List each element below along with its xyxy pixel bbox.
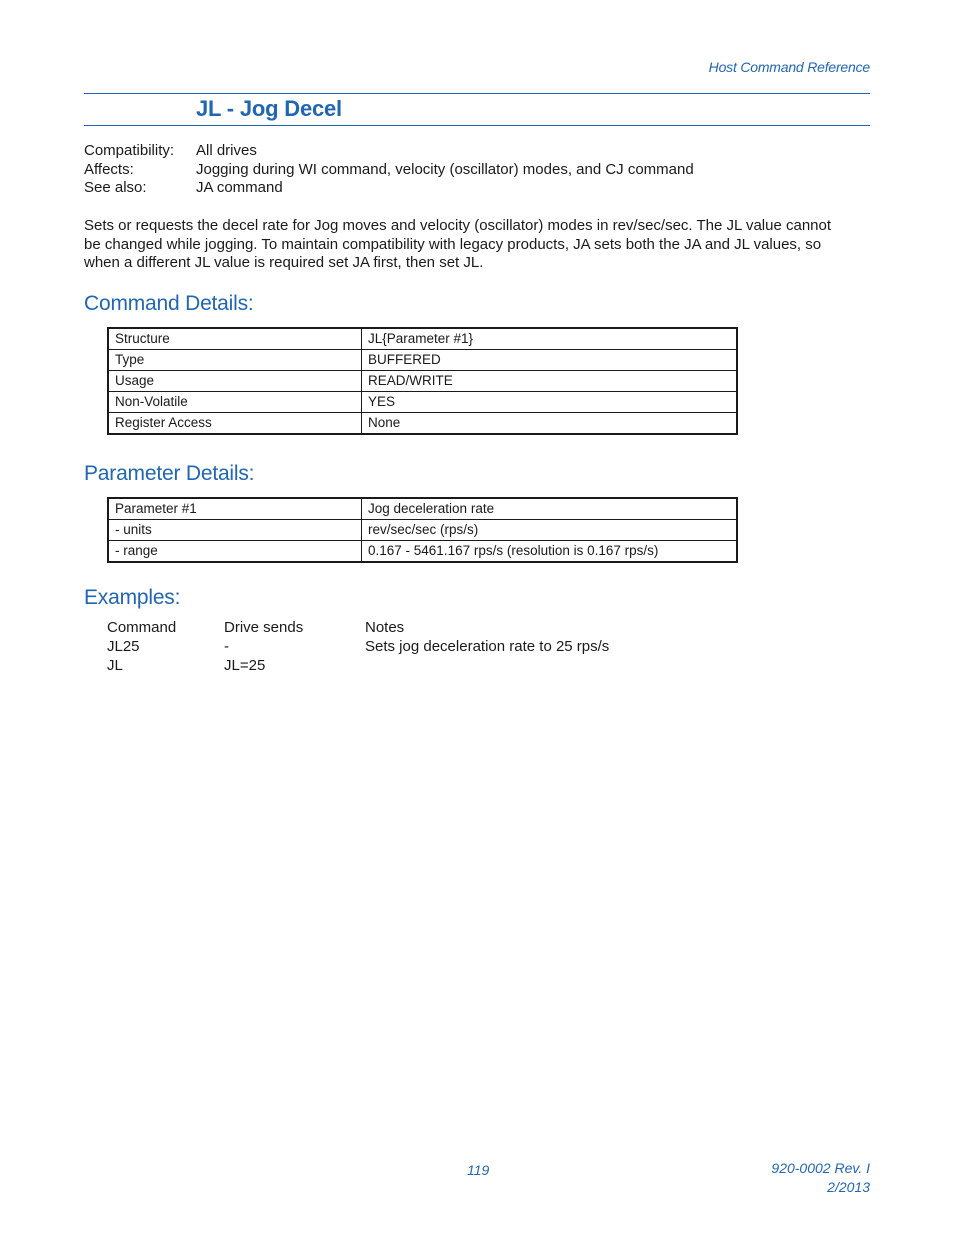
example-row <box>107 656 609 675</box>
table-cell-value: YES <box>362 392 738 413</box>
table-row <box>108 350 737 371</box>
meta-key: Affects: <box>84 160 134 178</box>
table-row <box>108 498 737 520</box>
example-drive-sends: JL=25 <box>224 657 266 674</box>
example-command: JL25 <box>107 638 140 655</box>
examples-column-header: Notes <box>365 619 405 636</box>
table-row <box>108 328 737 350</box>
table-row <box>108 392 737 413</box>
description-line: be changed while jogging. To maintain compatibility with legacy products, JA sets both the JA and JL values, so <box>84 235 822 253</box>
example-row <box>107 637 609 656</box>
table-cell-label: Type <box>108 350 362 371</box>
title-band <box>84 93 870 126</box>
description-line: when a different JL value is required set JA first, then set JL. <box>84 254 484 272</box>
table-cell-value: 0.167 - 5461.167 rps/s (resolution is 0.167 rps/s) <box>362 541 738 563</box>
table-row <box>108 541 737 563</box>
page-number: 119 <box>467 1162 490 1178</box>
document-revision <box>771 1159 870 1196</box>
examples-column-header: Command <box>107 619 177 636</box>
meta-value: Jogging during WI command, velocity (oscillator) modes, and CJ command <box>196 160 694 178</box>
meta-key: Compatibility: <box>84 142 175 159</box>
example-notes: Sets jog deceleration rate to 25 rps/s <box>365 638 610 655</box>
table-cell-label: Structure <box>108 328 362 350</box>
table-cell-value: rev/sec/sec (rps/s) <box>362 520 738 541</box>
table-cell-value: Jog deceleration rate <box>362 498 738 520</box>
page-title: JL - Jog Decel <box>196 96 342 121</box>
table-cell-label: - range <box>108 541 362 563</box>
document-date: 2/2013 <box>827 1178 870 1195</box>
examples-heading: Examples: <box>84 586 181 609</box>
meta-value: JA command <box>196 179 283 196</box>
description-line: Sets or requests the decel rate for Jog moves and velocity (oscillator) modes in rev/sec/sec. The JL value cannot <box>84 217 832 234</box>
examples-header-row <box>107 618 609 637</box>
example-command: JL <box>107 657 123 674</box>
meta-key: See also: <box>84 179 147 196</box>
command-details-table <box>107 327 738 435</box>
table-cell-value: JL{Parameter #1} <box>362 328 738 350</box>
table-row <box>108 371 737 392</box>
table-cell-value: BUFFERED <box>362 350 738 371</box>
table-cell-value: None <box>362 413 738 435</box>
examples-column-header: Drive sends <box>224 619 304 636</box>
examples-list <box>107 618 609 675</box>
document-number: 920-0002 Rev. I <box>771 1160 870 1176</box>
table-cell-label: - units <box>108 520 362 541</box>
meta-value: All drives <box>196 142 257 159</box>
meta-row-affects <box>84 161 694 180</box>
table-cell-label: Non-Volatile <box>108 392 362 413</box>
example-drive-sends: - <box>224 638 229 655</box>
table-cell-label: Register Access <box>108 413 362 435</box>
table-row <box>108 413 737 435</box>
table-cell-value: READ/WRITE <box>362 371 738 392</box>
meta-row-see-also <box>84 179 694 198</box>
command-meta <box>84 142 694 198</box>
command-details-heading: Command Details: <box>84 292 254 315</box>
table-row <box>108 520 737 541</box>
meta-row-compatibility <box>84 142 694 161</box>
parameter-details-table <box>107 497 738 563</box>
running-header: Host Command Reference <box>708 59 870 75</box>
table-cell-label: Usage <box>108 371 362 392</box>
table-cell-label: Parameter #1 <box>108 498 362 520</box>
parameter-details-heading: Parameter Details: <box>84 462 255 485</box>
description <box>84 217 874 273</box>
